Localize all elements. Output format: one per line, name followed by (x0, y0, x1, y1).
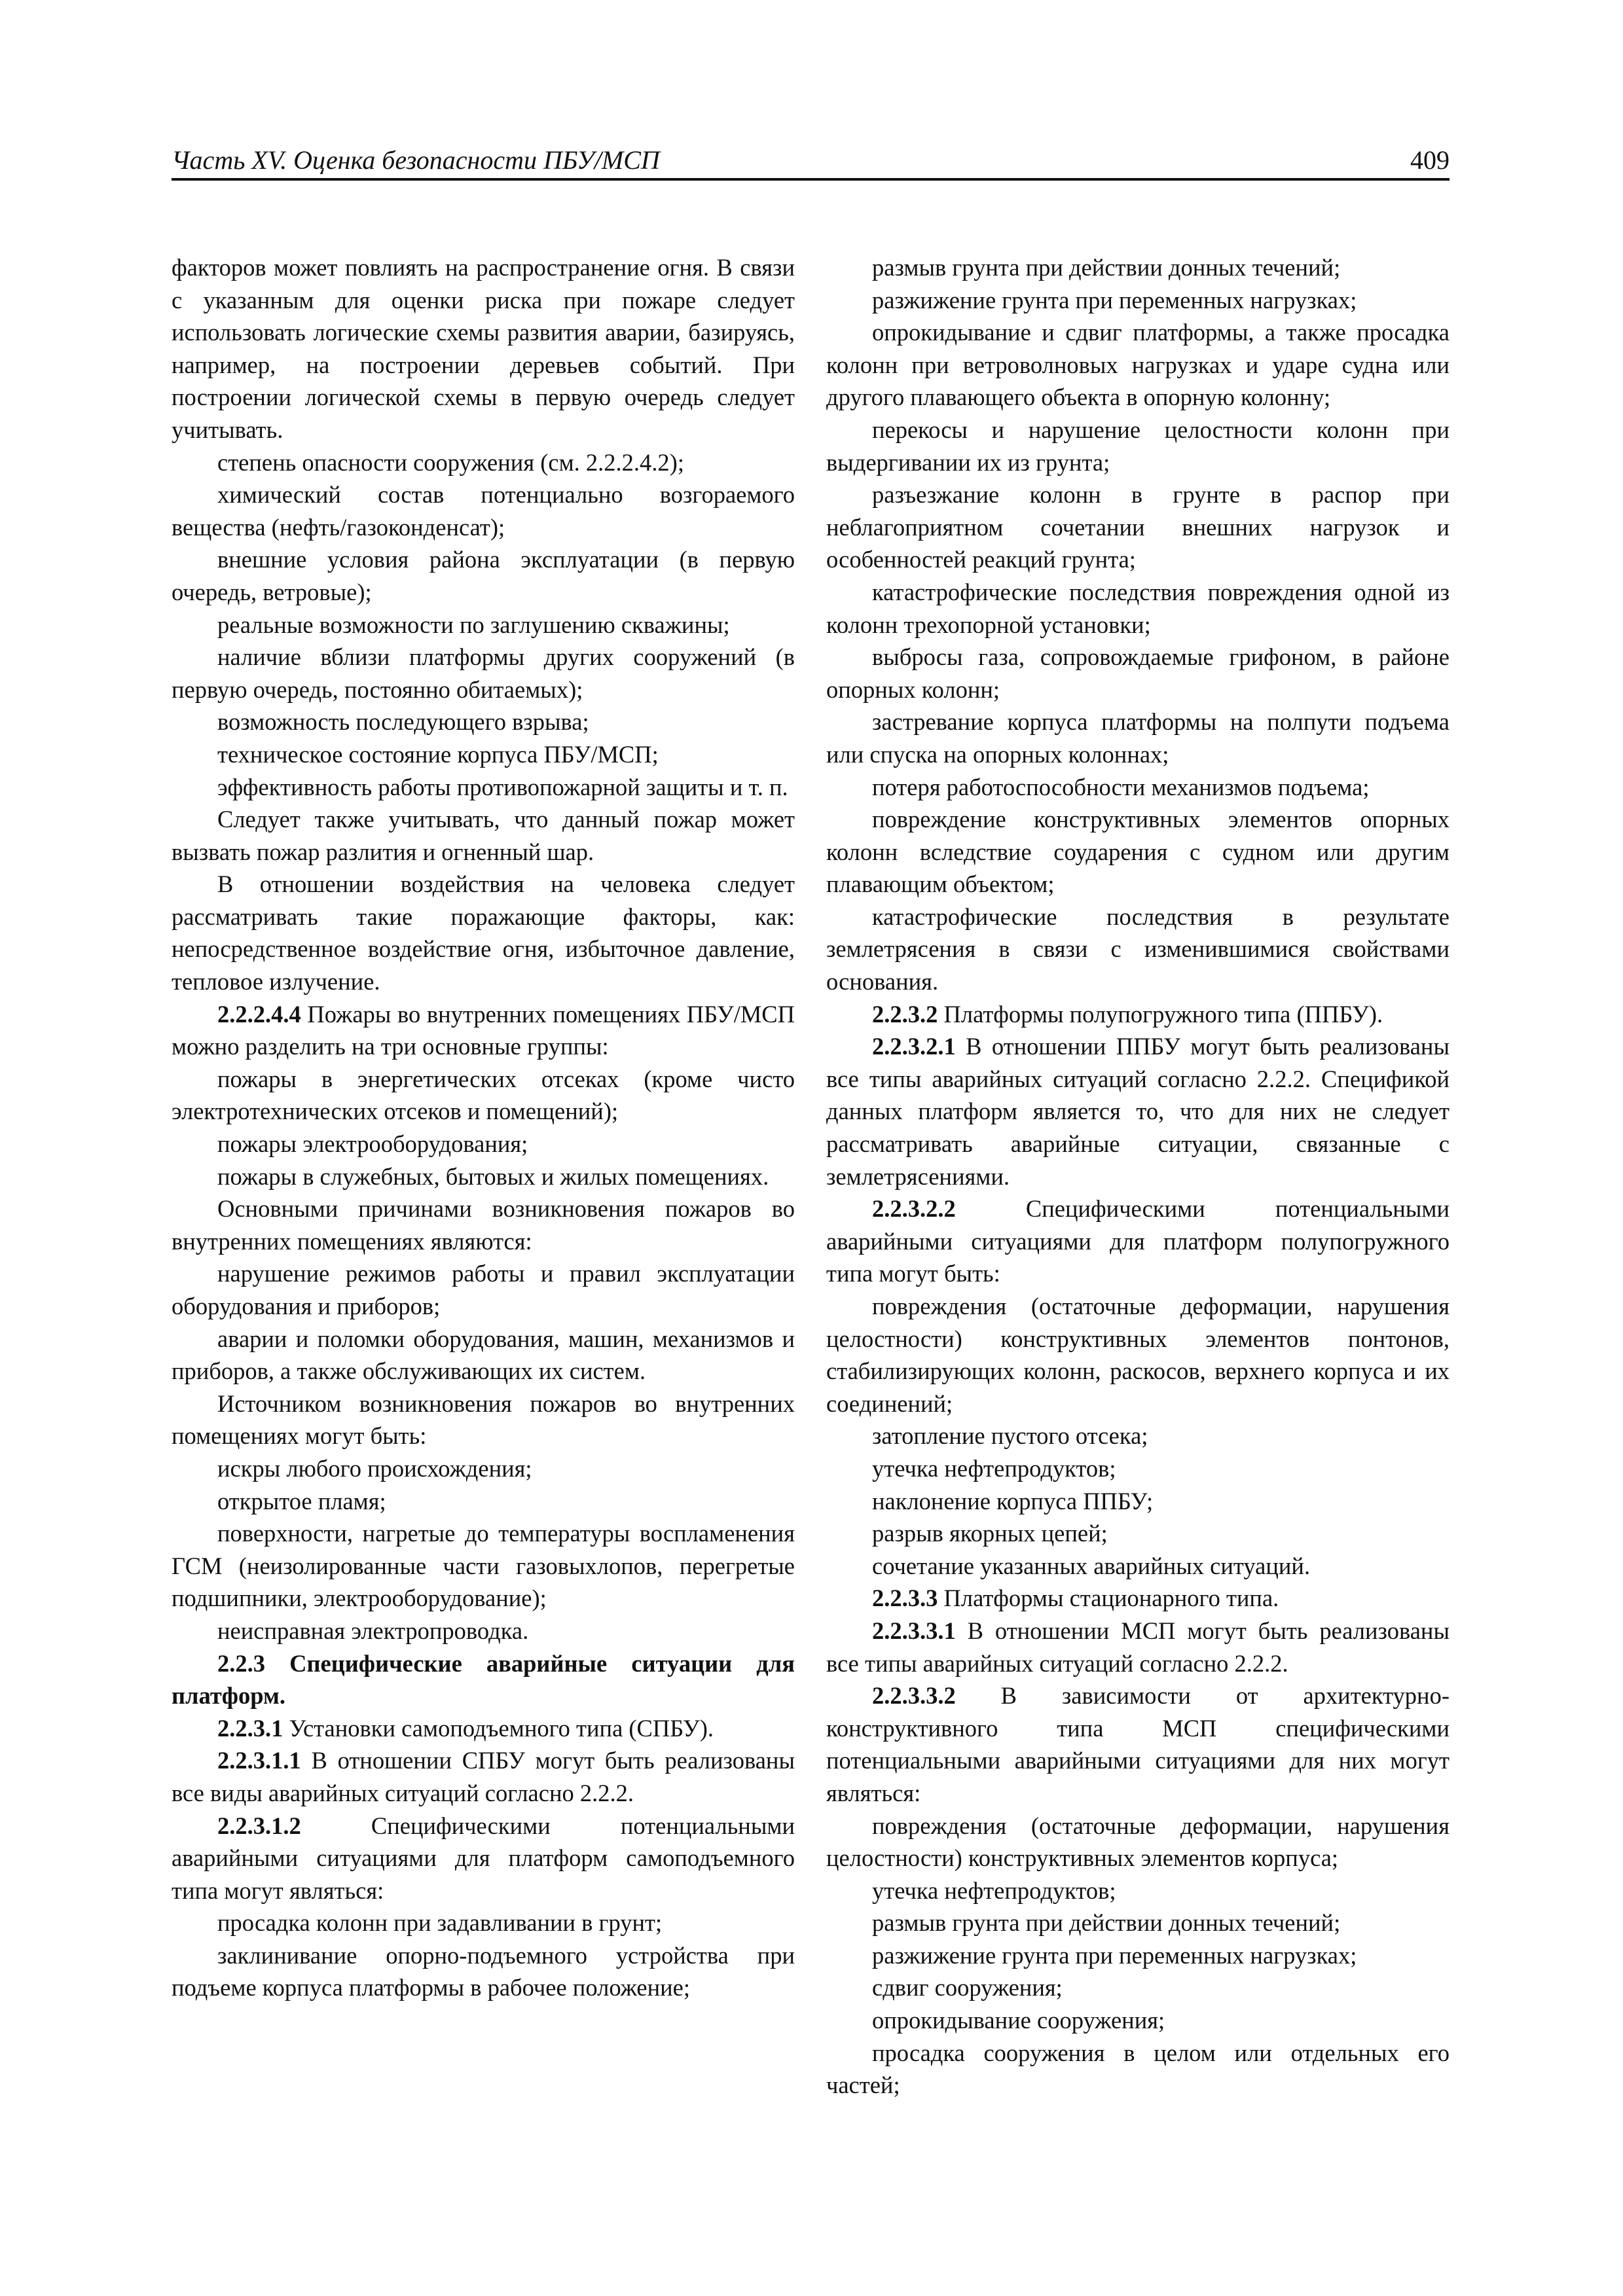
clause-number: 2.2.3.1 (217, 1714, 283, 1742)
paragraph (826, 803, 1450, 901)
paragraph-text: сочетание указанных аварийных ситуаций. (872, 1552, 1311, 1579)
clause-number: 2.2.3.2 (872, 1000, 938, 1028)
paragraph (826, 576, 1450, 641)
paragraph-text: внешние условия района эксплуатации (в первую очередь, ветровые); (172, 546, 795, 605)
paragraph (826, 1939, 1450, 1972)
paragraph-text: В отношении МСП могут быть реализованы все типы аварийных ситуаций согласно 2.2.2. (826, 1617, 1450, 1677)
paragraph (826, 478, 1450, 576)
paragraph-text: Следует также учитывать, что данный пожар может вызвать пожар разлития и огненный шар. (172, 806, 795, 865)
paragraph (826, 1452, 1450, 1485)
paragraph (172, 998, 795, 1063)
paragraph (172, 771, 795, 804)
paragraph-text: просадка колонн при задавливании в грунт; (217, 1909, 663, 1937)
paragraph (172, 1744, 795, 1809)
paragraph (826, 1971, 1450, 2004)
paragraph-text: сдвиг сооружения; (872, 1974, 1063, 2001)
paragraph-text: техническое состояние корпуса ПБУ/МСП; (217, 740, 659, 768)
paragraph-text: утечка нефтепродуктов; (872, 1454, 1116, 1482)
paragraph-text: катастрофические последствия в результате землетрясения в связи с изменившимися свойствами основания. (826, 903, 1450, 996)
paragraph-text: Платформы полупогружного типа (ППБУ). (938, 1000, 1383, 1028)
clause-number: 2.2.2.4.4 (217, 1000, 301, 1028)
paragraph (172, 478, 795, 543)
paragraph (172, 1193, 795, 1257)
paragraph (826, 1485, 1450, 1518)
paragraph (826, 706, 1450, 770)
paragraph-text: В зависимости от архитектурно-конструктивного типа МСП специфическими потенциальными аварийными ситуациями для них могут являться: (826, 1682, 1450, 1806)
paragraph-text: разрыв якорных цепей; (872, 1520, 1108, 1547)
paragraph-text: перекосы и нарушение целостности колонн при выдергивании их из грунта; (826, 416, 1450, 476)
paragraph-text: Платформы стационарного типа. (938, 1585, 1279, 1612)
paragraph (826, 641, 1450, 706)
paragraph (172, 543, 795, 608)
paragraph (172, 1323, 795, 1388)
paragraph-text: повреждения (остаточные деформации, нарушения целостности) конструктивных элементов корпуса; (826, 1812, 1450, 1872)
paragraph (826, 1582, 1450, 1615)
paragraph-text: реальные возможности по заглушению скважины; (217, 611, 730, 638)
paragraph (172, 609, 795, 641)
header-title: Часть XV. Оценка безопасности ПБУ/МСП (172, 145, 660, 175)
paragraph-text: наклонение корпуса ППБУ; (872, 1487, 1154, 1515)
paragraph (826, 1193, 1450, 1290)
paragraph (172, 1615, 795, 1647)
page-number: 409 (1410, 145, 1450, 175)
paragraph (172, 1063, 795, 1128)
paragraph-text: пожары электрооборудования; (217, 1130, 528, 1158)
paragraph-text: потеря работоспособности механизмов подъема; (872, 773, 1370, 800)
paragraph (172, 1517, 795, 1615)
paragraph (172, 803, 795, 868)
header-rule (172, 178, 1450, 181)
paragraph (826, 901, 1450, 998)
paragraph-text: Основными причинами возникновения пожаров во внутренних помещениях являются: (172, 1195, 795, 1255)
paragraph (172, 1647, 795, 1712)
paragraph (826, 998, 1450, 1031)
paragraph (826, 1517, 1450, 1550)
paragraph-text: утечка нефтепродуктов; (872, 1876, 1116, 1904)
paragraph (172, 738, 795, 771)
paragraph (826, 1810, 1450, 1874)
paragraph (826, 251, 1450, 284)
paragraph (172, 1388, 795, 1452)
paragraph (172, 868, 795, 997)
clause-number: 2.2.3.2.1 (872, 1033, 956, 1060)
paragraph-text: заклинивание опорно-подъемного устройства при подъеме корпуса платформы в рабочее положение; (172, 1941, 795, 2001)
paragraph-text: разжижение грунта при переменных нагрузках; (872, 286, 1357, 314)
paragraph-text: химический состав потенциально возгораемого вещества (нефть/газоконденсат); (172, 481, 795, 541)
paragraph (826, 1615, 1450, 1679)
clause-number: 2.2.3 Специфические аварийные ситуации для платформ. (172, 1649, 795, 1710)
clause-number: 2.2.3.3 (872, 1585, 938, 1612)
paragraph (826, 1679, 1450, 1809)
paragraph (172, 1939, 795, 2004)
paragraph-text: катастрофические последствия повреждения одной из колонн трехопорной установки; (826, 578, 1450, 638)
paragraph-text: Специфическими потенциальными аварийными ситуациями для платформ самоподъемного типа могут являться: (172, 1812, 795, 1904)
paragraph-text: опрокидывание и сдвиг платформы, а также просадка колонн при ветроволновых нагрузках и ударе судна или другого плавающего объекта в опорную колонну; (826, 319, 1450, 411)
paragraph (826, 771, 1450, 804)
paragraph-text: В отношении воздействия на человека следует рассматривать такие поражающие факторы, как: непосредственное воздействие огня, избыточное давление, тепловое излучение. (172, 870, 795, 996)
paragraph-text: разъезжание колонн в грунте в распор при неблагоприятном сочетании внешних нагрузок и особенностей реакций грунта; (826, 481, 1450, 573)
paragraph (826, 284, 1450, 317)
paragraph (826, 1874, 1450, 1907)
paragraph-text: повреждение конструктивных элементов опорных колонн вследствие соударения с судном или другим плавающим объектом; (826, 806, 1450, 898)
paragraph-text: нарушение режимов работы и правил эксплуатации оборудования и приборов; (172, 1260, 795, 1319)
left-column (172, 251, 795, 2004)
paragraph (826, 1030, 1450, 1193)
clause-number: 2.2.3.1.2 (217, 1812, 301, 1839)
paragraph-text: застревание корпуса платформы на полпути подъема или спуска на опорных колоннах; (826, 708, 1450, 768)
paragraph-text: наличие вблизи платформы других сооружений (в первую очередь, постоянно обитаемых); (172, 643, 795, 703)
paragraph-text: неисправная электропроводка. (217, 1617, 529, 1644)
paragraph-text: Источником возникновения пожаров во внутренних помещениях могут быть: (172, 1390, 795, 1450)
paragraph-text: разжижение грунта при переменных нагрузках; (872, 1941, 1357, 1969)
paragraph (172, 1810, 795, 1907)
paragraph-text: степень опасности сооружения (см. 2.2.2.4.2); (217, 448, 684, 476)
paragraph-text: Установки самоподъемного типа (СПБУ). (283, 1714, 714, 1742)
paragraph-text: пожары в энергетических отсеках (кроме чисто электротехнических отсеков и помещений); (172, 1065, 795, 1125)
paragraph (172, 1907, 795, 1939)
paragraph-text: размыв грунта при действии донных течений; (872, 1909, 1341, 1937)
paragraph-text: повреждения (остаточные деформации, нарушения целостности) конструктивных элементов понтонов, стабилизирующих колонн, раскосов, верхнего корпуса и их соединений; (826, 1293, 1450, 1417)
paragraph (172, 1160, 795, 1193)
paragraph (826, 414, 1450, 478)
paragraph-text: пожары в служебных, бытовых и жилых помещениях. (217, 1162, 769, 1190)
paragraph-text: возможность последующего взрыва; (217, 708, 589, 736)
clause-number: 2.2.3.2.2 (872, 1195, 956, 1223)
paragraph-text: опрокидывание сооружения; (872, 2007, 1165, 2034)
paragraph (172, 706, 795, 738)
paragraph (826, 1550, 1450, 1583)
paragraph-text: искры любого происхождения; (217, 1454, 532, 1482)
paragraph (826, 2004, 1450, 2037)
paragraph-text: эффективность работы противопожарной защиты и т. п. (217, 773, 788, 800)
paragraph (826, 2037, 1450, 2102)
clause-number: 2.2.3.1.1 (217, 1747, 301, 1774)
paragraph-text: просадка сооружения в целом или отдельных его частей; (826, 2039, 1450, 2099)
paragraph-text: поверхности, нагретые до температуры воспламенения ГСМ (неизолированные части газовыхлопов, перегретые подшипники, электрооборудование); (172, 1520, 795, 1612)
paragraph (172, 251, 795, 446)
paragraph-text: Специфическими потенциальными аварийными ситуациями для платформ полупогружного типа могут быть: (826, 1195, 1450, 1287)
paragraph (172, 1257, 795, 1322)
paragraph (826, 1290, 1450, 1420)
paragraph-text: выбросы газа, сопровождаемые грифоном, в районе опорных колонн; (826, 643, 1450, 703)
paragraph-text: Пожары во внутренних помещениях ПБУ/МСП можно разделить на три основные группы: (172, 1000, 795, 1060)
paragraph (172, 446, 795, 479)
paragraph-text: затопление пустого отсека; (872, 1422, 1148, 1450)
paragraph-text: В отношении ППБУ могут быть реализованы все типы аварийных ситуаций согласно 2.2.2. Спецификой данных платформ является то, что для них не следует рассматривать аварийные ситуации, связанные с землетрясениями. (826, 1033, 1450, 1190)
paragraph (826, 1420, 1450, 1452)
right-column (826, 251, 1450, 2102)
paragraph (826, 316, 1450, 414)
clause-number: 2.2.3.3.1 (872, 1617, 956, 1644)
paragraph (172, 1452, 795, 1485)
paragraph (172, 1712, 795, 1745)
paragraph (172, 1128, 795, 1160)
paragraph (172, 1485, 795, 1518)
paragraph (172, 641, 795, 706)
paragraph-text: аварии и поломки оборудования, машин, механизмов и приборов, а также обслуживающих их систем. (172, 1325, 795, 1385)
clause-number: 2.2.3.3.2 (872, 1682, 956, 1710)
paragraph-text: размыв грунта при действии донных течений; (872, 254, 1341, 281)
paragraph-text: открытое пламя; (217, 1487, 386, 1515)
running-header (172, 143, 1450, 178)
paragraph-text: В отношении СПБУ могут быть реализованы все виды аварийных ситуаций согласно 2.2.2. (172, 1747, 795, 1806)
paragraph-text: факторов может повлиять на распространение огня. В связи с указанным для оценки риска при пожаре следует использовать логические схемы развития аварии, базируясь, например, на построении деревьев событий. При построении логической схемы в первую очередь следует учитывать. (172, 254, 795, 443)
paragraph (826, 1907, 1450, 1939)
